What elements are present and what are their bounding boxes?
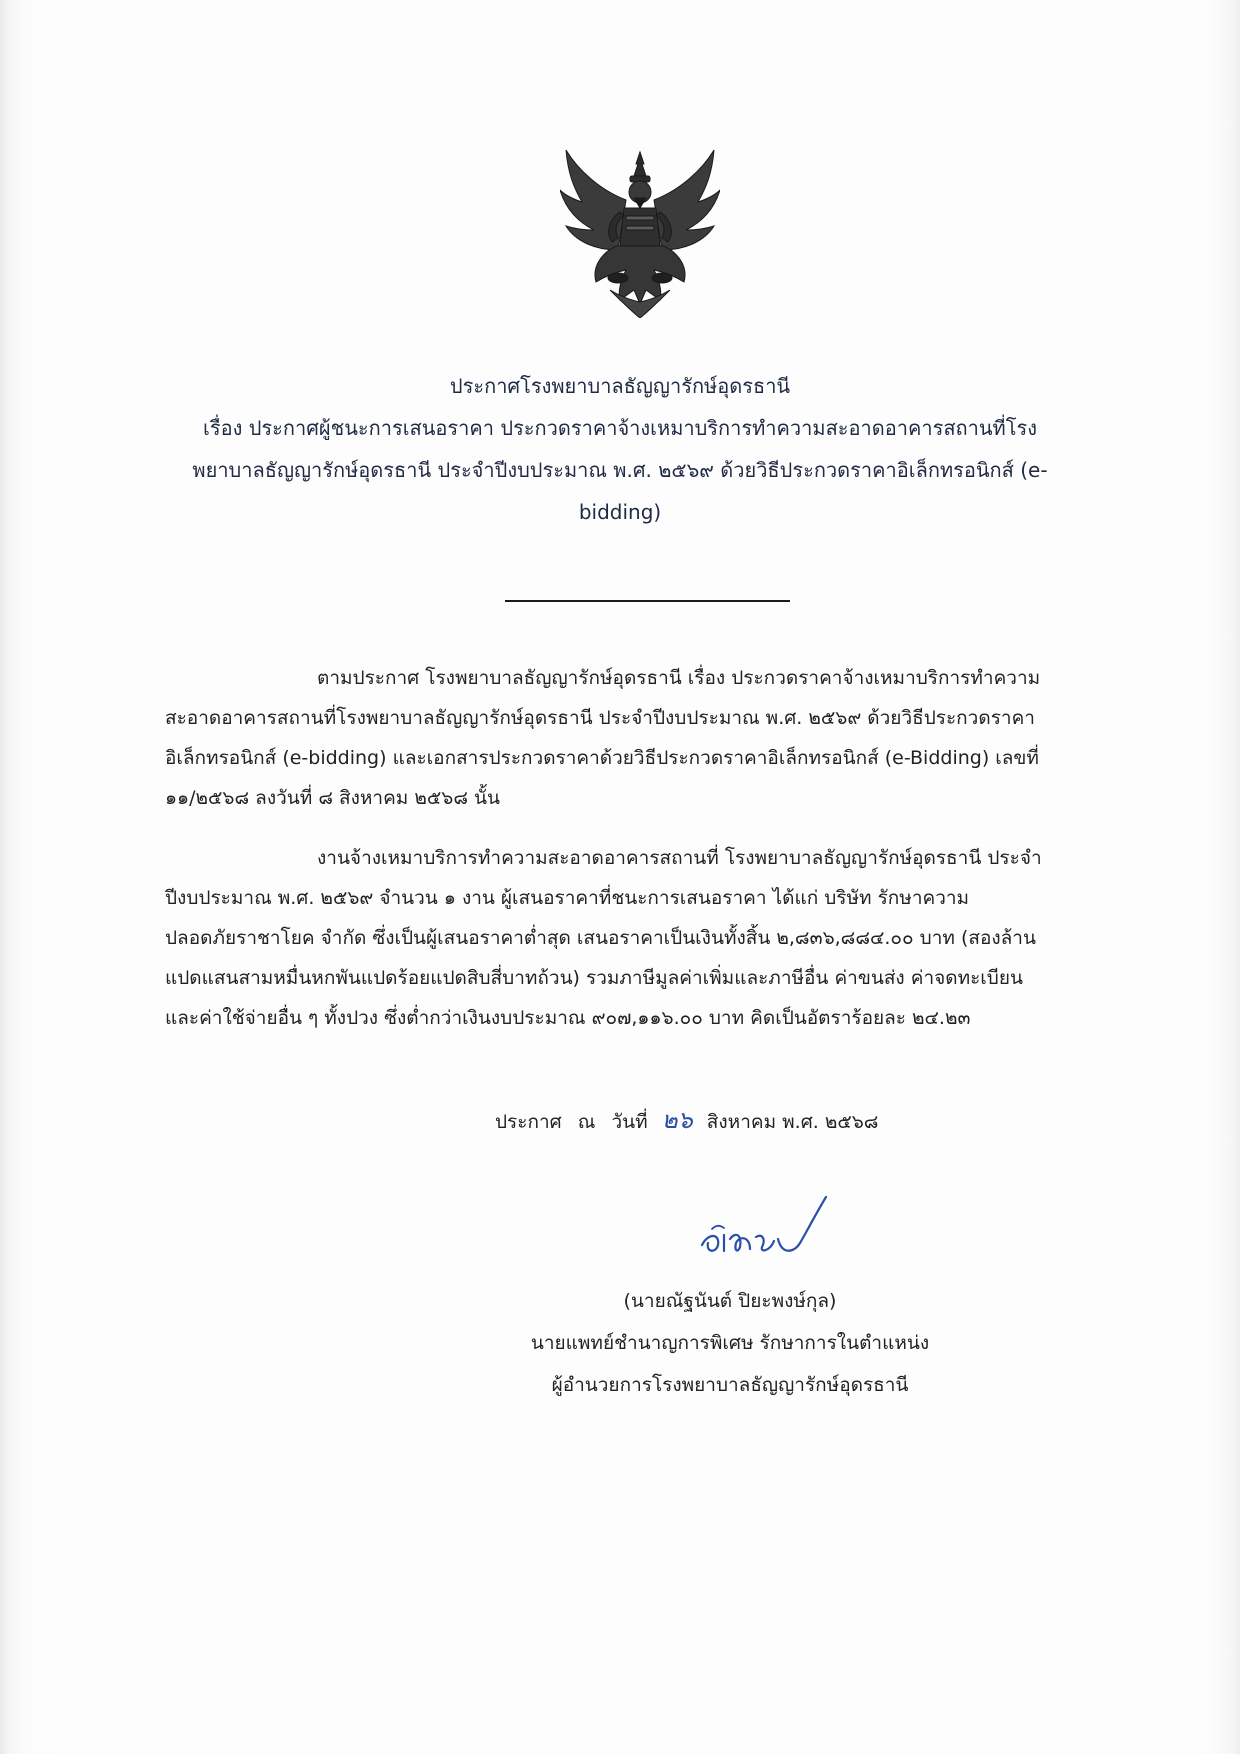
announcement-date bbox=[495, 1100, 878, 1142]
paragraph-line: ตามประกาศ โรงพยาบาลธัญญารักษ์อุดรธานี เรื่อง ประกวดราคาจ้างเหมาบริการทำความ bbox=[317, 667, 1041, 689]
signatory-name: (นายณัฐนันต์ ปิยะพงษ์กุล) bbox=[623, 1290, 837, 1312]
subject-line-3: bidding) bbox=[578, 500, 662, 524]
paragraph-line: อิเล็กทรอนิกส์ (e-bidding) และเอกสารประกวดราคาด้วยวิธีประกวดราคาอิเล็กทรอนิกส์ (e-Bidding) เลขที่ bbox=[165, 747, 1039, 769]
heading-divider bbox=[505, 600, 790, 602]
signatory-position-2: ผู้อำนวยการโรงพยาบาลธัญญารักษ์อุดรธานี bbox=[551, 1374, 909, 1396]
date-day-label: วันที่ bbox=[611, 1111, 648, 1133]
date-prefix: ประกาศ bbox=[495, 1111, 562, 1133]
signatory-position-1: นายแพทย์ชำนาญการพิเศษ รักษาการในตำแหน่ง bbox=[530, 1332, 930, 1354]
date-day-handwritten: ๒๖ bbox=[661, 1106, 693, 1134]
announcement-title: ประกาศโรงพยาบาลธัญญารักษ์อุดรธานี bbox=[449, 374, 791, 398]
subject-line-2: พยาบาลธัญญารักษ์อุดรธานี ประจำปีงบประมาณ พ.ศ. ๒๕๖๙ ด้วยวิธีประกวดราคาอิเล็กทรอนิกส์ (e- bbox=[192, 458, 1048, 482]
paragraph-line: และค่าใช้จ่ายอื่น ๆ ทั้งปวง ซึ่งต่ำกว่าเงินงบประมาณ ๙๐๗,๑๑๖.๐๐ บาท คิดเป็นอัตราร้อยละ ๒๔.๒๓ bbox=[165, 1007, 971, 1029]
announcement-heading bbox=[150, 365, 1090, 533]
paragraph-line: ๑๑/๒๕๖๘ ลงวันที่ ๘ สิงหาคม ๒๕๖๘ นั้น bbox=[165, 787, 501, 809]
paragraph-award bbox=[165, 838, 1125, 1038]
subject-line-1: เรื่อง ประกาศผู้ชนะการเสนอราคา ประกวดราคาจ้างเหมาบริการทำความสะอาดอาคารสถานที่โรง bbox=[202, 416, 1037, 440]
paragraph-line: แปดแสนสามหมื่นหกพันแปดร้อยแปดสิบสี่บาทถ้วน) รวมภาษีมูลค่าเพิ่มและภาษีอื่น ค่าขนส่ง ค่าจดทะเบียน bbox=[165, 967, 1023, 989]
paragraph-line: สะอาดอาคารสถานที่โรงพยาบาลธัญญารักษ์อุดรธานี ประจำปีงบประมาณ พ.ศ. ๒๕๖๙ ด้วยวิธีประกวดราคา bbox=[165, 707, 1035, 729]
signatory-block bbox=[500, 1280, 960, 1406]
paragraph-line: งานจ้างเหมาบริการทำความสะอาดอาคารสถานที่ โรงพยาบาลธัญญารักษ์อุดรธานี ประจำ bbox=[317, 847, 1042, 869]
handwritten-signature-icon bbox=[690, 1195, 840, 1270]
paragraph-line: ปลอดภัยราชาโยค จำกัด ซึ่งเป็นผู้เสนอราคาต่ำสุด เสนอราคาเป็นเงินทั้งสิ้น ๒,๘๓๖,๘๘๔.๐๐ บาท (สองล้าน bbox=[165, 927, 1036, 949]
date-at: ณ bbox=[577, 1111, 596, 1133]
garuda-emblem-icon bbox=[560, 150, 720, 318]
paragraph-line: ปีงบประมาณ พ.ศ. ๒๕๖๙ จำนวน ๑ งาน ผู้เสนอราคาที่ชนะการเสนอราคา ได้แก่ บริษัท รักษาความ bbox=[165, 887, 970, 909]
date-month-year: สิงหาคม พ.ศ. ๒๕๖๘ bbox=[706, 1111, 879, 1133]
paragraph-reference bbox=[165, 658, 1125, 818]
